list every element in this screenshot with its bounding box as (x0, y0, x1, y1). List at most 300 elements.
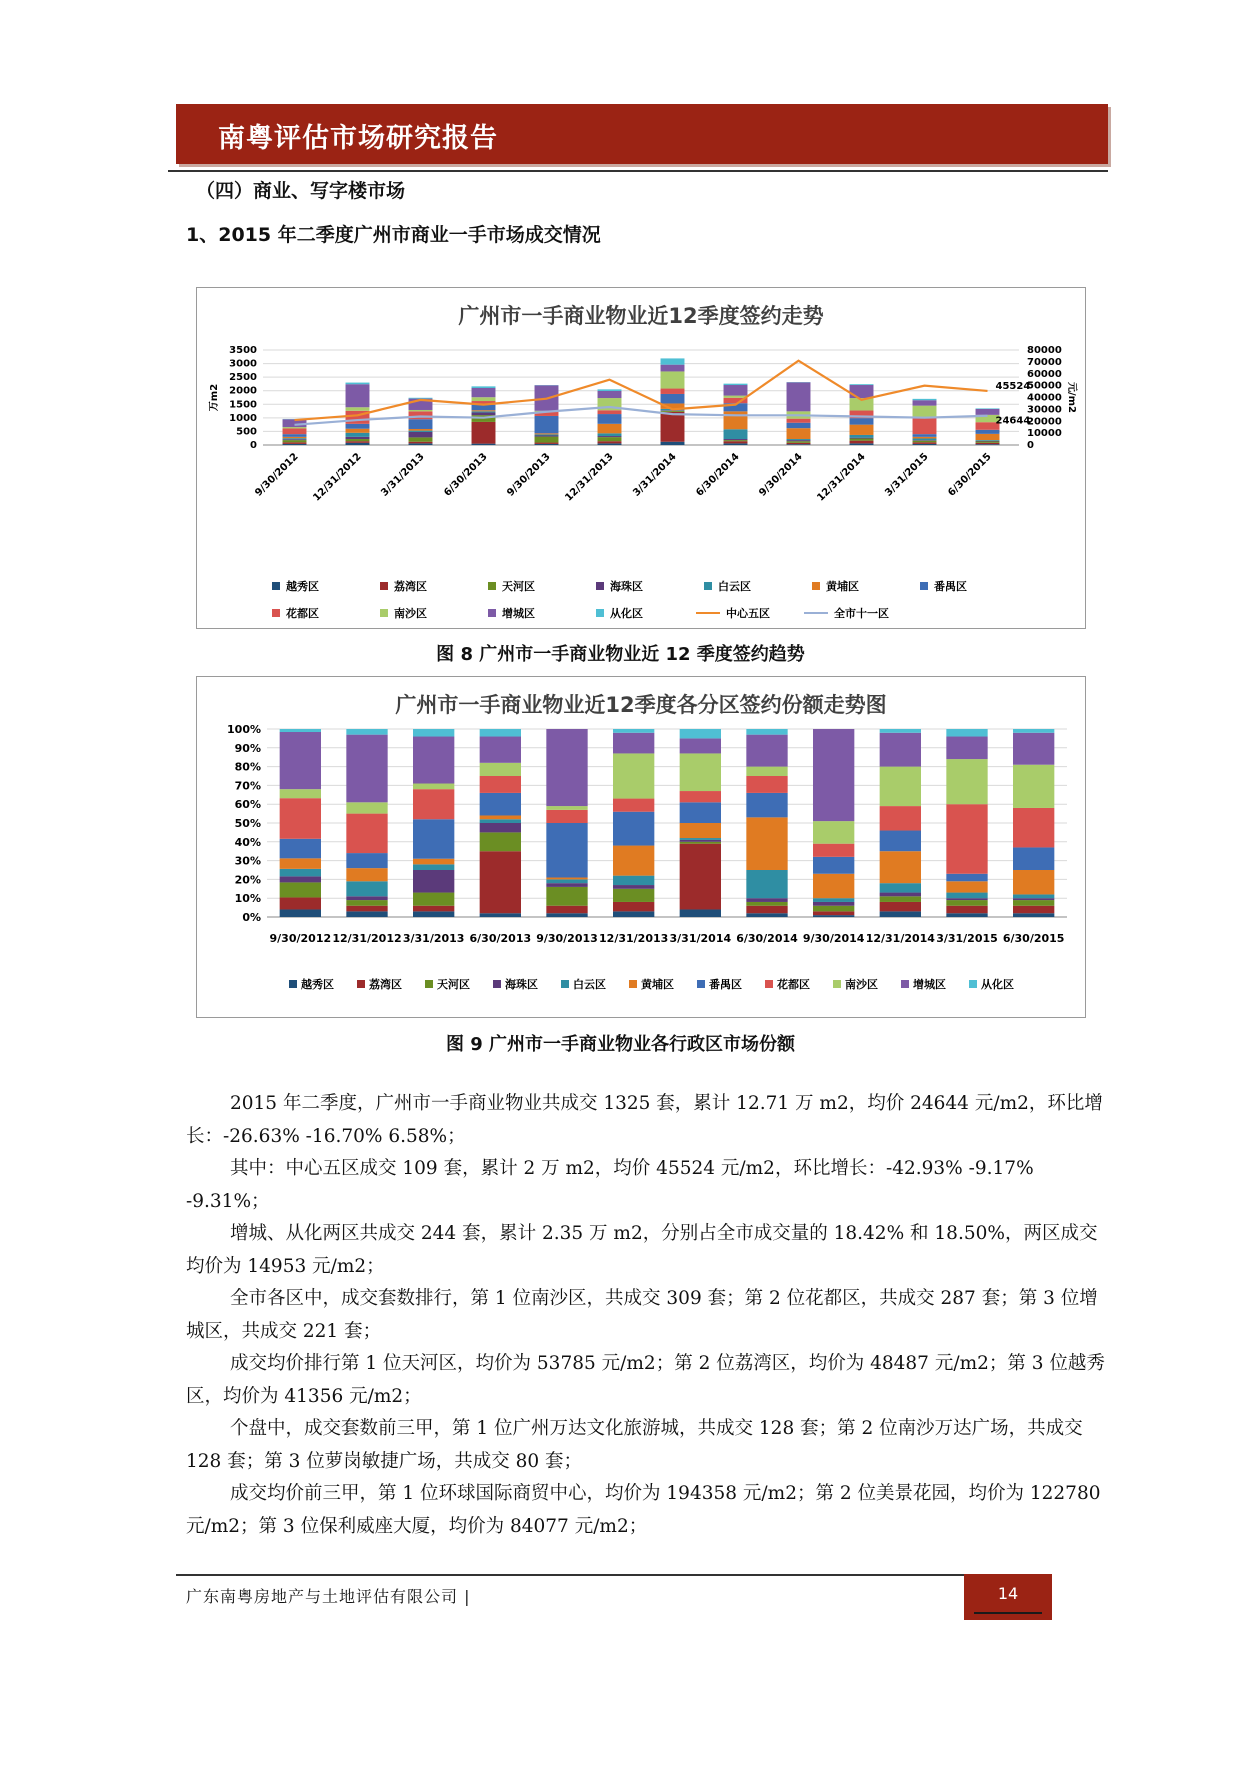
y-tick-label: 30% (234, 854, 261, 868)
legend-swatch-花都区 (272, 609, 280, 617)
legend-swatch-荔湾区 (357, 980, 365, 988)
share-bar-花都区-3-31-2013 (413, 789, 454, 819)
bar-越秀区-9-30-2014 (787, 444, 811, 445)
share-bar-黄埔区-3-31-2014 (680, 823, 721, 838)
share-bar-天河区-12-31-2012 (346, 900, 387, 906)
bar-白云区-6-30-2013 (472, 411, 496, 412)
legend-label: 花都区 (286, 607, 319, 620)
share-bar-越秀区-3-31-2014 (680, 909, 721, 917)
share-bar-番禺区-6-30-2015 (1013, 847, 1054, 870)
legend-label: 荔湾区 (394, 580, 427, 593)
share-bar-南沙区-6-30-2013 (480, 763, 521, 776)
legend-label: 从化区 (610, 607, 643, 620)
x-tick-label: 12/31/2013 (563, 451, 616, 504)
share-bar-天河区-6-30-2015 (1013, 900, 1054, 906)
y-tick-label: 1000 (229, 412, 257, 424)
bar-越秀区-3-31-2014 (661, 442, 685, 445)
legend-label: 天河区 (502, 580, 535, 593)
x-tick-label: 9/30/2012 (253, 451, 301, 499)
share-bar-花都区-3-31-2014 (680, 791, 721, 802)
bar-越秀区-12-31-2012 (346, 443, 370, 445)
share-bar-越秀区-6-30-2013 (480, 913, 521, 917)
share-bar-从化区-3-31-2013 (413, 729, 454, 737)
bar-番禺区-12-31-2013 (598, 414, 622, 424)
legend-label: 从化区 (981, 978, 1014, 991)
share-bar-白云区-6-30-2014 (746, 870, 787, 898)
bar-花都区-3-31-2015 (913, 418, 937, 434)
legend-swatch-番禺区 (920, 582, 928, 590)
share-bar-天河区-9-30-2012 (280, 882, 321, 897)
legend-label: 荔湾区 (369, 978, 402, 991)
share-bar-增城区-3-31-2014 (680, 738, 721, 753)
bar-黄埔区-6-30-2015 (976, 434, 1000, 440)
share-bar-从化区-6-30-2014 (746, 729, 787, 735)
bar-花都区-9-30-2012 (283, 428, 307, 434)
share-bar-花都区-12-31-2012 (346, 814, 387, 853)
share-bar-荔湾区-9-30-2012 (280, 897, 321, 909)
share-bar-越秀区-9-30-2013 (546, 913, 587, 917)
bar-黄埔区-3-31-2015 (913, 437, 937, 439)
bar-黄埔区-12-31-2014 (850, 425, 874, 435)
share-bar-番禺区-6-30-2014 (746, 793, 787, 817)
bar-南沙区-3-31-2014 (661, 371, 685, 388)
bar-黄埔区-3-31-2013 (409, 429, 433, 431)
share-bar-从化区-12-31-2012 (346, 729, 387, 735)
bar-从化区-6-30-2013 (472, 386, 496, 388)
bar-越秀区-12-31-2013 (598, 443, 622, 445)
paragraph-2: 其中：中心五区成交 109 套，累计 2 万 m2，均价 45524 元/m2，环比增长：-42.93% -9.17% -9.31%； (186, 1158, 1034, 1212)
bar-增城区-6-30-2013 (472, 388, 496, 397)
bar-荔湾区-9-30-2014 (787, 443, 811, 444)
paragraph-3: 增城、从化两区共成交 244 套，累计 2.35 万 m2，分别占全市成交量的 18.42% 和 18.50%，两区成交均价为 14953 元/m2； (186, 1223, 1098, 1277)
bar-从化区-12-31-2013 (598, 389, 622, 391)
legend-label: 白云区 (718, 580, 751, 593)
share-bar-南沙区-9-30-2014 (813, 821, 854, 844)
y2-tick-label: 60000 (1027, 368, 1062, 380)
legend-label: 越秀区 (301, 978, 334, 991)
x-tick-label: 12/31/2014 (815, 451, 868, 504)
x-tick-label: 6/30/2014 (694, 451, 742, 499)
y-tick-label: 10% (234, 892, 261, 906)
share-bar-花都区-3-31-2015 (946, 804, 987, 874)
share-bar-白云区-3-31-2013 (413, 864, 454, 870)
bar-荔湾区-6-30-2015 (976, 443, 1000, 444)
bar-荔湾区-6-30-2013 (472, 422, 496, 444)
share-bar-越秀区-9-30-2014 (813, 915, 854, 917)
bar-番禺区-9-30-2012 (283, 434, 307, 437)
y2-tick-label: 20000 (1027, 416, 1062, 428)
bar-海珠区-6-30-2013 (472, 412, 496, 415)
bar-荔湾区-9-30-2012 (283, 442, 307, 444)
share-bar-海珠区-9-30-2012 (280, 876, 321, 882)
bar-从化区-3-31-2014 (661, 358, 685, 364)
legend-swatch-海珠区 (493, 980, 501, 988)
bar-花都区-9-30-2014 (787, 419, 811, 423)
legend-label: 增城区 (913, 978, 946, 991)
bar-花都区-12-31-2013 (598, 410, 622, 414)
share-bar-番禺区-12-31-2012 (346, 853, 387, 868)
bar-南沙区-3-31-2015 (913, 406, 937, 418)
share-bar-从化区-12-31-2013 (613, 729, 654, 733)
share-bar-番禺区-3-31-2014 (680, 802, 721, 823)
bar-从化区-6-30-2015 (976, 408, 1000, 409)
page-number-underline (974, 1612, 1042, 1614)
legend-label: 天河区 (437, 978, 470, 991)
bar-花都区-3-31-2014 (661, 389, 685, 394)
legend-label: 南沙区 (845, 978, 878, 991)
figure-9-caption: 图 9 广州市一手商业物业各行政区市场份额 (445, 1034, 796, 1055)
share-bar-天河区-3-31-2015 (946, 900, 987, 906)
share-bar-花都区-6-30-2013 (480, 776, 521, 793)
x-tick-label: 12/31/2014 (865, 932, 935, 945)
bar-番禺区-9-30-2014 (787, 423, 811, 428)
bar-天河区-3-31-2014 (661, 411, 685, 412)
share-bar-海珠区-12-31-2012 (346, 896, 387, 900)
y-tick-label: 40% (234, 835, 261, 849)
share-bar-荔湾区-6-30-2015 (1013, 906, 1054, 914)
share-bar-荔湾区-9-30-2013 (546, 906, 587, 914)
bar-番禺区-3-31-2013 (409, 419, 433, 429)
bar-白云区-3-31-2013 (409, 431, 433, 432)
bar-海珠区-12-31-2013 (598, 436, 622, 437)
legend-swatch-海珠区 (596, 582, 604, 590)
bar-海珠区-6-30-2014 (724, 439, 748, 440)
x-tick-label: 12/31/2012 (311, 451, 364, 504)
share-bar-增城区-12-31-2014 (880, 733, 921, 767)
bar-南沙区-9-30-2012 (283, 427, 307, 428)
legend-label: 黄埔区 (826, 580, 859, 593)
share-bar-白云区-12-31-2014 (880, 883, 921, 892)
bar-天河区-6-30-2014 (724, 440, 748, 441)
share-bar-南沙区-9-30-2013 (546, 806, 587, 810)
share-bar-荔湾区-6-30-2014 (746, 906, 787, 914)
y-tick-label: 80% (234, 760, 261, 774)
bar-荔湾区-3-31-2013 (409, 442, 433, 444)
share-bar-花都区-9-30-2013 (546, 810, 587, 823)
x-tick-label: 3/31/2014 (631, 451, 679, 499)
bar-南沙区-12-31-2012 (346, 407, 370, 411)
bar-番禺区-12-31-2014 (850, 418, 874, 425)
share-bar-荔湾区-12-31-2012 (346, 906, 387, 912)
x-tick-label: 12/31/2012 (332, 932, 402, 945)
x-tick-label: 9/30/2014 (757, 451, 805, 499)
share-bar-增城区-3-31-2015 (946, 737, 987, 760)
bar-增城区-12-31-2013 (598, 391, 622, 398)
share-bar-越秀区-6-30-2015 (1013, 913, 1054, 917)
y2-tick-label: 50000 (1027, 380, 1062, 392)
y2-axis-label: 元/m2 (1066, 381, 1077, 414)
share-bar-增城区-9-30-2014 (813, 729, 854, 821)
bar-从化区-12-31-2014 (850, 384, 874, 385)
legend-swatch-花都区 (765, 980, 773, 988)
paragraph-6: 个盘中，成交套数前三甲，第 1 位广州万达文化旅游城，共成交 128 套；第 2 位南沙万达广场，共成交 128 套；第 3 位萝岗敏捷广场，共成交 80 套； (186, 1418, 1083, 1472)
bar-海珠区-3-31-2015 (913, 440, 937, 441)
chart-share-svg (197, 677, 1085, 1017)
legend-swatch-增城区 (488, 609, 496, 617)
chart-share-frame (196, 676, 1086, 1018)
share-bar-白云区-12-31-2012 (346, 881, 387, 896)
bar-黄埔区-9-30-2012 (283, 437, 307, 438)
share-bar-番禺区-12-31-2014 (880, 831, 921, 852)
legend-label: 越秀区 (286, 580, 319, 593)
bar-从化区-6-30-2014 (724, 384, 748, 385)
bar-白云区-9-30-2013 (535, 434, 559, 435)
bar-越秀区-12-31-2014 (850, 443, 874, 445)
share-bar-花都区-6-30-2014 (746, 776, 787, 793)
y-tick-label: 1500 (229, 399, 257, 411)
bar-从化区-12-31-2012 (346, 383, 370, 385)
bar-白云区-6-30-2015 (976, 440, 1000, 441)
y2-tick-label: 0 (1027, 440, 1034, 451)
share-bar-海珠区-9-30-2014 (813, 902, 854, 906)
legend-swatch-番禺区 (697, 980, 705, 988)
share-bar-白云区-9-30-2013 (546, 879, 587, 883)
bar-荔湾区-12-31-2014 (850, 441, 874, 444)
bar-增城区-6-30-2015 (976, 409, 1000, 415)
y2-tick-label: 80000 (1027, 345, 1062, 356)
share-bar-天河区-3-31-2013 (413, 893, 454, 906)
legend-label: 全市十一区 (834, 607, 889, 620)
share-bar-越秀区-12-31-2014 (880, 911, 921, 917)
bar-天河区-6-30-2015 (976, 441, 1000, 442)
share-bar-荔湾区-9-30-2014 (813, 911, 854, 915)
share-bar-天河区-3-31-2014 (680, 842, 721, 844)
y2-tick-label: 40000 (1027, 392, 1062, 404)
share-bar-海珠区-6-30-2013 (480, 823, 521, 832)
share-bar-黄埔区-6-30-2014 (746, 817, 787, 870)
bar-黄埔区-6-30-2014 (724, 411, 748, 429)
line-全市十一区 (295, 407, 988, 425)
share-bar-花都区-12-31-2013 (613, 799, 654, 812)
report-title: 南粤评估市场研究报告 (218, 123, 498, 154)
page-number-box (964, 1574, 1052, 1620)
x-tick-label: 3/31/2014 (669, 932, 732, 945)
bar-番禺区-12-31-2012 (346, 424, 370, 429)
share-bar-天河区-6-30-2014 (746, 902, 787, 906)
x-tick-label: 9/30/2013 (536, 932, 598, 945)
share-bar-从化区-9-30-2012 (280, 729, 321, 732)
share-bar-荔湾区-12-31-2013 (613, 902, 654, 911)
share-bar-增城区-12-31-2012 (346, 735, 387, 803)
bar-越秀区-3-31-2015 (913, 444, 937, 445)
share-bar-荔湾区-3-31-2013 (413, 906, 454, 912)
share-bar-白云区-6-30-2013 (480, 819, 521, 823)
share-bar-黄埔区-6-30-2013 (480, 815, 521, 819)
share-bar-海珠区-9-30-2013 (546, 883, 587, 887)
y-tick-label: 0% (242, 911, 261, 924)
share-bar-番禺区-12-31-2013 (613, 812, 654, 846)
share-bar-从化区-6-30-2013 (480, 729, 521, 737)
share-bar-从化区-3-31-2015 (946, 729, 987, 737)
header-divider (168, 170, 1108, 172)
legend-swatch-从化区 (596, 609, 604, 617)
share-bar-黄埔区-9-30-2014 (813, 874, 854, 898)
share-bar-天河区-6-30-2013 (480, 832, 521, 851)
annotation-all-city: 24644 (995, 415, 1031, 427)
bar-白云区-12-31-2013 (598, 433, 622, 436)
share-bar-天河区-9-30-2014 (813, 906, 854, 912)
body-text (186, 1088, 1106, 1543)
share-bar-海珠区-3-31-2014 (680, 840, 721, 842)
legend-label: 中心五区 (726, 607, 770, 620)
bar-番禺区-3-31-2014 (661, 394, 685, 404)
chart-share-title: 广州市一手商业物业近12季度各分区签约份额走势图 (395, 693, 887, 717)
paragraph-5: 成交均价排行第 1 位天河区，均价为 53785 元/m2；第 2 位荔湾区，均价为 48487 元/m2；第 3 位越秀区，均价为 41356 元/m2； (186, 1353, 1105, 1407)
share-bar-荔湾区-12-31-2014 (880, 902, 921, 911)
share-bar-海珠区-3-31-2013 (413, 870, 454, 893)
bar-越秀区-9-30-2013 (535, 444, 559, 445)
legend-label: 南沙区 (394, 607, 427, 620)
legend-swatch-南沙区 (380, 609, 388, 617)
share-bar-黄埔区-9-30-2013 (546, 878, 587, 880)
x-tick-label: 6/30/2015 (946, 451, 994, 499)
share-bar-天河区-12-31-2013 (613, 889, 654, 902)
share-bar-增城区-6-30-2014 (746, 735, 787, 767)
share-bar-番禺区-3-31-2015 (946, 874, 987, 882)
share-bar-增城区-9-30-2012 (280, 732, 321, 789)
share-bar-越秀区-3-31-2015 (946, 913, 987, 917)
bar-荔湾区-3-31-2015 (913, 442, 937, 444)
annotation-central-five: 45524 (995, 380, 1031, 392)
bar-天河区-12-31-2013 (598, 437, 622, 441)
share-bar-黄埔区-9-30-2012 (280, 858, 321, 869)
legend-swatch-黄埔区 (812, 582, 820, 590)
bar-黄埔区-9-30-2013 (535, 433, 559, 434)
share-bar-黄埔区-12-31-2014 (880, 851, 921, 883)
bar-黄埔区-6-30-2013 (472, 410, 496, 411)
bar-从化区-3-31-2015 (913, 399, 937, 400)
legend-label: 番禺区 (709, 978, 742, 991)
bar-海珠区-12-31-2012 (346, 437, 370, 439)
share-bar-海珠区-12-31-2014 (880, 893, 921, 897)
x-tick-label: 6/30/2015 (1002, 932, 1065, 945)
share-bar-南沙区-6-30-2015 (1013, 765, 1054, 808)
share-bar-增城区-9-30-2013 (546, 729, 587, 806)
y-tick-label: 3000 (229, 358, 257, 370)
bar-增城区-3-31-2015 (913, 400, 937, 405)
share-bar-增城区-6-30-2015 (1013, 733, 1054, 765)
y-tick-label: 2500 (229, 372, 257, 384)
share-bar-南沙区-6-30-2014 (746, 767, 787, 776)
x-tick-label: 9/30/2014 (802, 932, 865, 945)
share-bar-白云区-9-30-2014 (813, 898, 854, 902)
share-bar-白云区-12-31-2013 (613, 876, 654, 885)
paragraph-1: 2015 年二季度，广州市一手商业物业共成交 1325 套，累计 12.71 万 m2，均价 24644 元/m2，环比增长：-26.63% -16.70% 6.58%； (186, 1093, 1103, 1147)
y-tick-label: 60% (234, 798, 261, 812)
y-tick-label: 20% (234, 873, 261, 887)
chart-trend-svg (197, 288, 1085, 628)
paragraph-7: 成交均价前三甲，第 1 位环球国际商贸中心，均价为 194358 元/m2；第 2 位美景花园，均价为 122780 元/m2；第 3 位保利威座大厦，均价为 84077 元/m2； (186, 1483, 1101, 1537)
bar-荔湾区-6-30-2014 (724, 441, 748, 443)
share-bar-南沙区-3-31-2014 (680, 753, 721, 791)
y-tick-label: 70% (234, 779, 261, 793)
share-bar-海珠区-3-31-2015 (946, 898, 987, 900)
share-bar-南沙区-9-30-2012 (280, 789, 321, 798)
bar-天河区-9-30-2014 (787, 441, 811, 443)
bar-增城区-12-31-2014 (850, 385, 874, 398)
share-bar-越秀区-12-31-2012 (346, 911, 387, 917)
y-tick-label: 100% (227, 723, 261, 736)
share-bar-天河区-12-31-2014 (880, 896, 921, 902)
header-banner (176, 104, 1108, 164)
share-bar-番禺区-3-31-2013 (413, 819, 454, 858)
share-bar-海珠区-6-30-2015 (1013, 898, 1054, 900)
x-tick-label: 9/30/2012 (269, 932, 332, 945)
share-bar-增城区-3-31-2013 (413, 737, 454, 784)
share-bar-南沙区-12-31-2012 (346, 802, 387, 813)
share-bar-花都区-9-30-2012 (280, 798, 321, 839)
share-bar-越秀区-6-30-2014 (746, 913, 787, 917)
legend-swatch-天河区 (488, 582, 496, 590)
share-bar-南沙区-12-31-2013 (613, 753, 654, 798)
share-bar-越秀区-9-30-2012 (280, 909, 321, 917)
share-bar-越秀区-3-31-2013 (413, 911, 454, 917)
bar-越秀区-9-30-2012 (283, 444, 307, 445)
bar-海珠区-9-30-2012 (283, 439, 307, 440)
bar-黄埔区-12-31-2012 (346, 429, 370, 433)
chart-trend-frame (196, 287, 1086, 629)
share-bar-天河区-9-30-2013 (546, 887, 587, 906)
bar-白云区-6-30-2014 (724, 429, 748, 439)
bar-白云区-3-31-2015 (913, 438, 937, 440)
bar-南沙区-3-31-2013 (409, 410, 433, 411)
legend-label: 番禺区 (934, 580, 967, 593)
legend-label: 海珠区 (610, 580, 643, 593)
share-bar-番禺区-9-30-2014 (813, 857, 854, 874)
bar-从化区-3-31-2013 (409, 398, 433, 399)
share-bar-海珠区-6-30-2014 (746, 898, 787, 902)
bar-黄埔区-12-31-2013 (598, 424, 622, 434)
y-axis-label: 万m2 (209, 383, 220, 412)
share-bar-南沙区-12-31-2014 (880, 767, 921, 806)
share-bar-花都区-6-30-2015 (1013, 808, 1054, 847)
share-bar-荔湾区-3-31-2014 (680, 844, 721, 910)
share-bar-黄埔区-12-31-2012 (346, 868, 387, 881)
bar-越秀区-6-30-2014 (724, 443, 748, 445)
share-bar-荔湾区-6-30-2013 (480, 851, 521, 913)
legend-swatch-白云区 (704, 582, 712, 590)
y-tick-label: 90% (234, 741, 261, 755)
footer-company: 广东南粤房地产与土地评估有限公司 | (186, 1587, 471, 1606)
legend-swatch-天河区 (425, 980, 433, 988)
bar-增城区-6-30-2014 (724, 385, 748, 396)
share-bar-番禺区-6-30-2013 (480, 793, 521, 816)
bar-荔湾区-12-31-2013 (598, 441, 622, 443)
share-bar-黄埔区-3-31-2013 (413, 859, 454, 865)
share-bar-越秀区-12-31-2013 (613, 911, 654, 917)
page-number: 14 (997, 1584, 1019, 1603)
share-bar-黄埔区-12-31-2013 (613, 846, 654, 876)
legend-label: 增城区 (502, 607, 535, 620)
chart-trend-title: 广州市一手商业物业近12季度签约走势 (458, 304, 824, 328)
bar-黄埔区-9-30-2014 (787, 428, 811, 439)
x-tick-label: 6/30/2014 (736, 932, 798, 945)
bar-增城区-12-31-2012 (346, 384, 370, 407)
bar-增城区-3-31-2014 (661, 365, 685, 372)
bar-天河区-3-31-2015 (913, 441, 937, 443)
y-tick-label: 2000 (229, 385, 257, 397)
y2-tick-label: 10000 (1027, 428, 1062, 440)
paragraph-4: 全市各区中，成交套数排行，第 1 位南沙区，共成交 309 套；第 2 位花都区，共成交 287 套；第 3 位增城区，共成交 221 套； (186, 1288, 1098, 1342)
share-bar-南沙区-3-31-2013 (413, 784, 454, 790)
share-bar-从化区-3-31-2014 (680, 729, 721, 738)
bar-天河区-3-31-2013 (409, 437, 433, 441)
bar-增城区-9-30-2014 (787, 382, 811, 411)
legend-swatch-越秀区 (289, 980, 297, 988)
legend-label: 花都区 (777, 978, 810, 991)
bar-白云区-9-30-2012 (283, 438, 307, 439)
share-bar-白云区-3-31-2015 (946, 893, 987, 899)
